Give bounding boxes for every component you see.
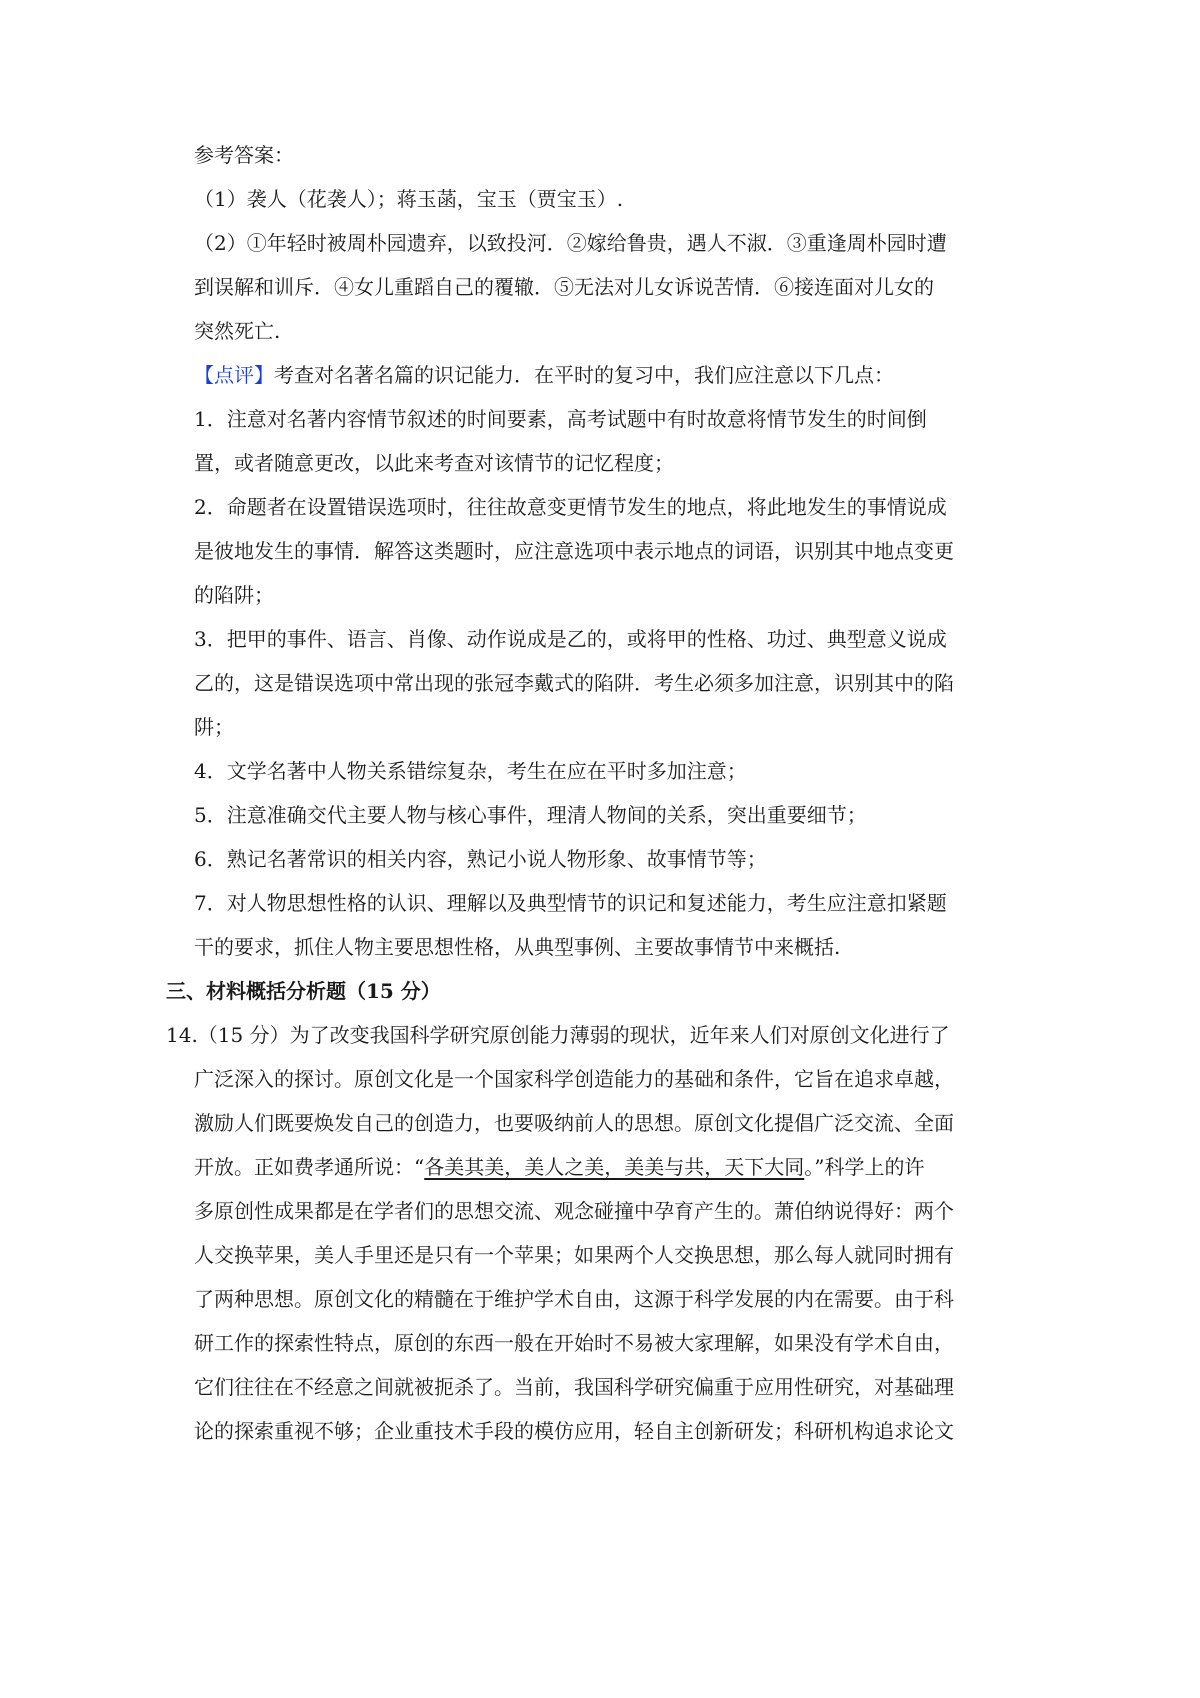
answer-2-line-3: 突然死亡. (194, 319, 281, 343)
q14-line-1: 14.（15 分）为了改变我国科学研究原创能力薄弱的现状，近年来人们对原创文化进行了 (166, 1023, 950, 1047)
point-3-line-1: 3．把甲的事件、语言、肖像、动作说成是乙的，或将甲的性格、功过、典型意义说成 (194, 627, 947, 651)
q14-line-4 (194, 1152, 924, 1182)
q14-line-7: 了两种思想。原创文化的精髓在于维护学术自由，这源于科学发展的内在需要。由于科 (194, 1287, 954, 1311)
q14-underlined-quote: 各美其美，美人之美，美美与共，天下大同 (424, 1155, 805, 1179)
q14-line-4-pre: 开放。正如费孝通所说：“ (194, 1155, 425, 1179)
point-2-line-1: 2．命题者在设置错误选项时，往往故意变更情节发生的地点，将此地发生的事情说成 (194, 495, 947, 519)
comment-line (194, 360, 894, 390)
comment-text: 考查对名著名篇的识记能力．在平时的复习中，我们应注意以下几点： (274, 363, 894, 387)
q14-line-4-post: 。”科学上的许 (804, 1155, 925, 1179)
point-6: 6．熟记名著常识的相关内容，熟记小说人物形象、故事情节等； (194, 847, 767, 871)
q14-line-8: 研工作的探索性特点，原创的东西一般在开始时不易被大家理解，如果没有学术自由， (194, 1331, 954, 1355)
q14-line-3: 激励人们既要焕发自己的创造力，也要吸纳前人的思想。原创文化提倡广泛交流、全面 (194, 1111, 954, 1135)
comment-tag: 【点评】 (194, 363, 274, 387)
point-7-line-1: 7．对人物思想性格的认识、理解以及典型情节的识记和复述能力，考生应注意扣紧题 (194, 891, 947, 915)
point-2-line-3: 的陷阱； (194, 583, 274, 607)
q14-line-10: 论的探索重视不够；企业重技术手段的模仿应用，轻自主创新研发；科研机构追求论文 (194, 1419, 954, 1443)
answer-heading: 参考答案： (194, 143, 294, 167)
point-1-line-2: 置，或者随意更改，以此来考查对该情节的记忆程度； (194, 451, 674, 475)
q14-line-2: 广泛深入的探讨。原创文化是一个国家科学创造能力的基础和条件，它旨在追求卓越， (194, 1067, 954, 1091)
q14-line-6: 人交换苹果，美人手里还是只有一个苹果；如果两个人交换思想，那么每人就同时拥有 (194, 1243, 954, 1267)
answer-2-line-2: 到误解和训斥．④女儿重蹈自己的覆辙．⑤无法对儿女诉说苦情．⑥接连面对儿女的 (194, 275, 934, 299)
answer-2-line-1: （2）①年轻时被周朴园遗弃，以致投河．②嫁给鲁贵，遇人不淑．③重逢周朴园时遭 (194, 231, 947, 255)
point-3-line-3: 阱； (194, 715, 234, 739)
point-1-line-1: 1．注意对名著内容情节叙述的时间要素，高考试题中有时故意将情节发生的时间倒 (194, 407, 927, 431)
q14-line-9: 它们往往在不经意之间就被扼杀了。当前，我国科学研究偏重于应用性研究，对基础理 (194, 1375, 954, 1399)
point-7-line-2: 干的要求，抓住人物主要思想性格，从典型事例、主要故事情节中来概括. (194, 935, 841, 959)
q14-line-5: 多原创性成果都是在学者们的思想交流、观念碰撞中孕育产生的。萧伯纳说得好：两个 (194, 1199, 954, 1223)
answer-1: （1）袭人（花袭人）；蒋玉菡，宝玉（贾宝玉）. (194, 187, 624, 211)
point-3-line-2: 乙的，这是错误选项中常出现的张冠李戴式的陷阱．考生必须多加注意，识别其中的陷 (194, 671, 954, 695)
point-5: 5．注意准确交代主要人物与核心事件，理清人物间的关系，突出重要细节； (194, 803, 867, 827)
point-2-line-2: 是彼地发生的事情．解答这类题时，应注意选项中表示地点的词语，识别其中地点变更 (194, 539, 954, 563)
point-4: 4．文学名著中人物关系错综复杂，考生在应在平时多加注意； (194, 759, 747, 783)
section-title: 三、材料概括分析题（15 分） (166, 979, 441, 1003)
